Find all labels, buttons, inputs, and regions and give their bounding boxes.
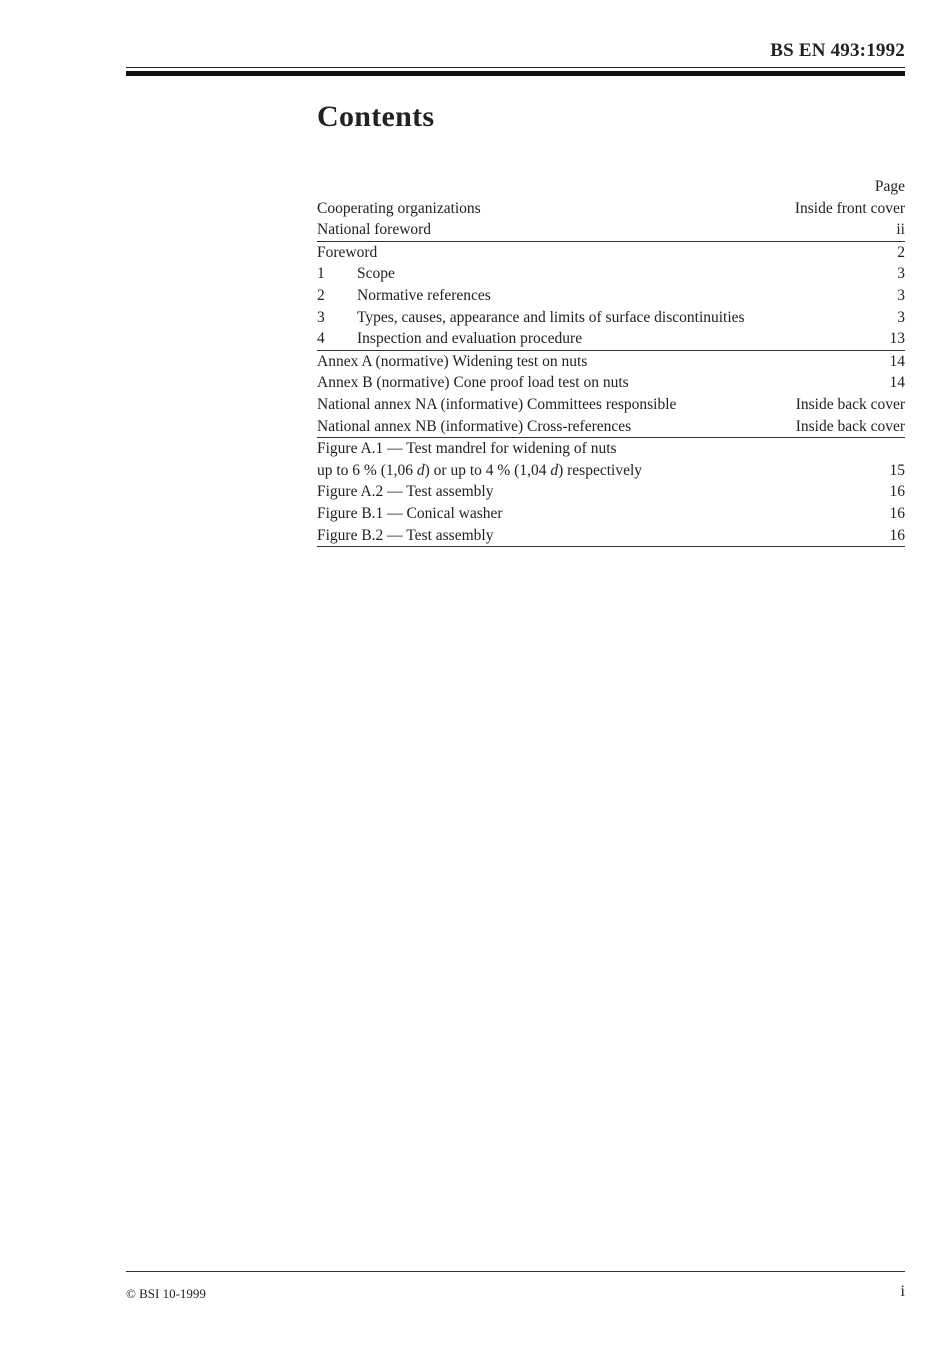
toc-page: 3: [897, 265, 905, 283]
toc-row-annex-a: [317, 350, 905, 373]
toc-number: 3: [317, 308, 325, 326]
toc-page: 16: [889, 504, 905, 522]
toc-row-national-annex-nb: [317, 416, 905, 438]
toc-number: 1: [317, 265, 325, 283]
toc-row-types-causes: [317, 307, 905, 329]
toc-page: 3: [897, 286, 905, 304]
toc-row-figure-a2: [317, 481, 905, 503]
table-of-contents: [317, 176, 905, 547]
footer-copyright: © BSI 10-1999: [126, 1286, 206, 1301]
footer-rule: [126, 1271, 905, 1272]
toc-label: [317, 438, 878, 481]
toc-label-line2: [317, 462, 642, 479]
toc-page: 16: [889, 526, 905, 544]
text-part: ) respectively: [558, 461, 643, 479]
toc-page: 14: [889, 352, 905, 370]
toc-row-scope: [317, 263, 905, 285]
toc-row-figure-a1: [317, 437, 905, 481]
toc-page: Inside front cover: [794, 199, 905, 217]
page-title: Contents: [317, 100, 435, 133]
toc-label: Figure B.1 — Conical washer: [317, 504, 503, 522]
toc-page: Inside back cover: [795, 417, 905, 435]
toc-page: 2: [897, 243, 905, 261]
variable-d: d: [550, 461, 559, 479]
toc-page: 15: [889, 461, 905, 479]
toc-label: Foreword: [317, 243, 378, 261]
toc-label: Scope: [357, 265, 395, 283]
toc-page: 3: [897, 308, 905, 326]
toc-row-figure-b1: [317, 503, 905, 525]
toc-label: Annex A (normative) Widening test on nuts: [317, 352, 588, 370]
document-id: BS EN 493:1992: [770, 40, 905, 61]
toc-row-cooperating-organizations: [317, 198, 905, 220]
toc-page: ii: [896, 221, 905, 239]
toc-label: National annex NA (informative) Committees responsible: [317, 395, 677, 413]
toc-row-normative-references: [317, 285, 905, 307]
toc-label: Cooperating organizations: [317, 199, 481, 217]
toc-number: 4: [317, 330, 325, 348]
toc-number: 2: [317, 286, 325, 304]
toc-row-figure-b2: [317, 525, 905, 548]
toc-row-national-foreword: [317, 219, 905, 241]
toc-page: 14: [889, 374, 905, 392]
toc-page: 13: [889, 330, 905, 348]
toc-page: 16: [889, 483, 905, 501]
toc-label: Types, causes, appearance and limits of surface discontinuities: [357, 308, 745, 326]
toc-label: Inspection and evaluation procedure: [357, 330, 583, 348]
toc-row-national-annex-na: [317, 394, 905, 416]
toc-label: National annex NB (informative) Cross-references: [317, 417, 632, 435]
toc-label: Normative references: [357, 286, 491, 304]
toc-row-foreword: [317, 241, 905, 264]
text-part: up to 6 % (1,06: [317, 461, 417, 479]
toc-page: Inside back cover: [795, 395, 905, 413]
toc-row-inspection: [317, 328, 905, 350]
header-rule-thick: [126, 71, 905, 76]
toc-label: Annex B (normative) Cone proof load test on nuts: [317, 374, 629, 392]
footer-page-number: i: [900, 1283, 905, 1300]
text-part: ) or up to 4 % (1,04: [424, 461, 551, 479]
toc-label: Figure B.2 — Test assembly: [317, 526, 494, 544]
variable-d: d: [416, 461, 425, 479]
toc-label: National foreword: [317, 221, 432, 239]
toc-label: Figure A.2 — Test assembly: [317, 483, 494, 501]
header-rule-thin: [126, 67, 905, 68]
page-column-heading: Page: [874, 178, 905, 195]
toc-row-annex-b: [317, 372, 905, 394]
toc-label-line1: Figure A.1 — Test mandrel for widening of nuts: [317, 440, 617, 458]
